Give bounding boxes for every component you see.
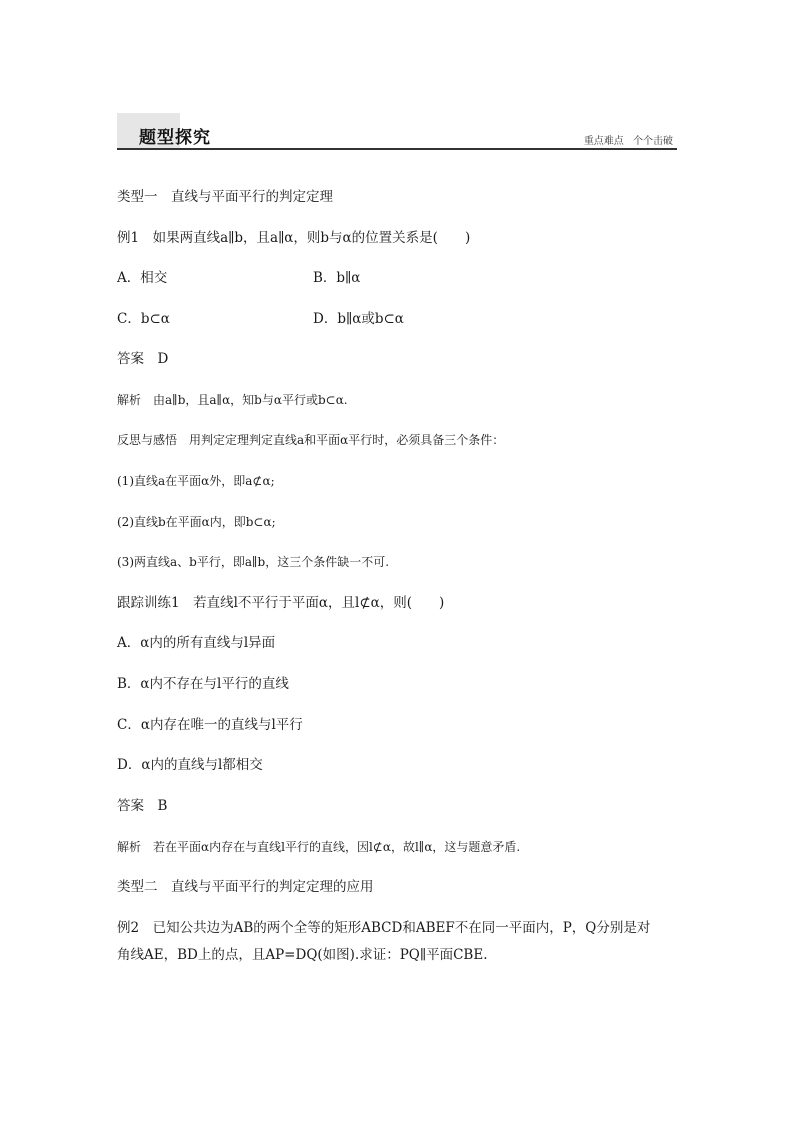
training1-option-d: D．α内的直线与l都相交 xyxy=(117,757,263,773)
example2-line-2: 角线AE，BD上的点，且AP=DQ(如图).求证：PQ∥平面CBE. xyxy=(117,947,488,963)
section-header xyxy=(117,113,677,151)
condition-2: (2)直线b在平面α内，即b⊂α; xyxy=(117,515,276,529)
example2-line-1: 例2 已知公共边为AB的两个全等的矩形ABCD和ABEF不在同一平面内，P，Q分别是对 xyxy=(117,920,651,936)
training1-answer: 答案 B xyxy=(117,798,168,814)
training1-solution: 解析 若在平面α内存在与直线l平行的直线，因l⊄α，故l∥α，这与题意矛盾. xyxy=(117,840,521,854)
section-title: 题型探究 xyxy=(139,128,211,148)
training1-option-c: C．α内存在唯一的直线与l平行 xyxy=(117,717,303,733)
example1-option-d: D．b∥α或b⊂α xyxy=(313,311,404,327)
example1-option-c: C．b⊂α xyxy=(117,311,170,327)
type1-heading: 类型一 直线与平面平行的判定定理 xyxy=(117,189,333,205)
condition-1: (1)直线a在平面α外，即a⊄α; xyxy=(117,474,275,488)
training1-option-a: A．α内的所有直线与l异面 xyxy=(117,635,276,651)
condition-3: (3)两直线a、b平行，即a∥b，这三个条件缺一不可. xyxy=(117,555,390,569)
training1-question: 跟踪训练1 若直线l不平行于平面α，且l⊄α，则( ) xyxy=(117,595,445,611)
header-divider xyxy=(117,148,677,150)
example1-option-b: B．b∥α xyxy=(313,270,361,286)
type2-heading: 类型二 直线与平面平行的判定定理的应用 xyxy=(117,879,374,895)
reflection-text: 反思与感悟 用判定定理判定直线a和平面α平行时，必须具备三个条件： xyxy=(117,433,505,447)
section-subtitle: 重点难点 个个击破 xyxy=(583,136,673,147)
example1-solution: 解析 由a∥b，且a∥α，知b与α平行或b⊂α. xyxy=(117,393,348,407)
example1-question: 例1 如果两直线a∥b，且a∥α，则b与α的位置关系是( ) xyxy=(117,230,471,246)
training1-option-b: B．α内不存在与l平行的直线 xyxy=(117,676,289,692)
example1-option-a: A．相交 xyxy=(117,270,168,286)
example1-answer: 答案 D xyxy=(117,351,169,367)
